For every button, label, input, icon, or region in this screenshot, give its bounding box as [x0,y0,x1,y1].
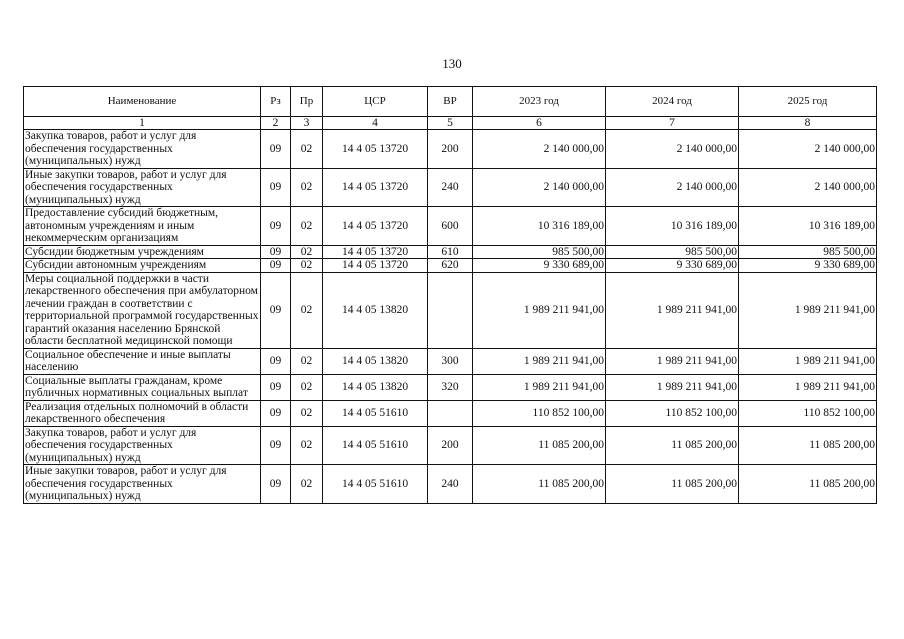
row-2024: 9 330 689,00 [606,259,739,273]
column-number: 1 [24,117,261,130]
row-csr: 14 4 05 13820 [323,272,428,348]
table-row [24,426,877,465]
row-rz: 09 [261,374,291,400]
row-csr: 14 4 05 13820 [323,348,428,374]
row-rz: 09 [261,400,291,426]
row-name: Субсидии автономным учреждениям [24,259,261,273]
row-pr: 02 [291,245,323,259]
row-csr: 14 4 05 51610 [323,400,428,426]
row-2024: 110 852 100,00 [606,400,739,426]
row-2024: 11 085 200,00 [606,465,739,504]
row-2023: 2 140 000,00 [473,130,606,169]
page-number: 130 [442,56,462,71]
table-row [24,272,877,348]
header-pr: Пр [291,87,323,117]
row-2025: 2 140 000,00 [739,130,877,169]
header-name: Наименование [24,87,261,117]
row-name: Закупка товаров, работ и услуг для обеспечения государственных (муниципальных) нужд [24,130,261,169]
row-2025: 1 989 211 941,00 [739,348,877,374]
row-pr: 02 [291,348,323,374]
row-vr: 200 [428,130,473,169]
row-vr: 620 [428,259,473,273]
row-2023: 2 140 000,00 [473,168,606,207]
column-number: 2 [261,117,291,130]
row-rz: 09 [261,245,291,259]
row-2025: 10 316 189,00 [739,207,877,246]
row-vr: 240 [428,168,473,207]
row-pr: 02 [291,168,323,207]
row-2025: 11 085 200,00 [739,426,877,465]
table-row [24,465,877,504]
row-pr: 02 [291,259,323,273]
row-2025: 110 852 100,00 [739,400,877,426]
row-2023: 1 989 211 941,00 [473,272,606,348]
row-vr: 600 [428,207,473,246]
column-number-row [24,117,877,130]
row-rz: 09 [261,130,291,169]
row-name: Реализация отдельных полномочий в области лекарственного обеспечения [24,400,261,426]
row-vr: 300 [428,348,473,374]
row-pr: 02 [291,272,323,348]
row-pr: 02 [291,426,323,465]
row-name: Иные закупки товаров, работ и услуг для обеспечения государственных (муниципальных) нужд [24,168,261,207]
row-pr: 02 [291,400,323,426]
row-vr: 200 [428,426,473,465]
row-2023: 1 989 211 941,00 [473,348,606,374]
row-vr: 240 [428,465,473,504]
column-number: 8 [739,117,877,130]
row-2025: 9 330 689,00 [739,259,877,273]
row-csr: 14 4 05 51610 [323,426,428,465]
row-rz: 09 [261,168,291,207]
row-pr: 02 [291,465,323,504]
row-2025: 2 140 000,00 [739,168,877,207]
row-csr: 14 4 05 13720 [323,168,428,207]
row-name: Меры социальной поддержки в части лекарственного обеспечения при амбулаторном лечении граждан в соответствии с территориальной программой государственных гарантий оказания населению Брянской области бесплатной медицинской помощи [25,272,259,347]
row-vr [428,400,473,426]
header-csr: ЦСР [323,87,428,117]
row-rz: 09 [261,348,291,374]
row-csr: 14 4 05 51610 [323,465,428,504]
row-vr: 320 [428,374,473,400]
column-number: 3 [291,117,323,130]
row-rz: 09 [261,465,291,504]
header-vr: ВР [428,87,473,117]
header-rz: Рз [261,87,291,117]
row-rz: 09 [261,272,291,348]
table-row [24,348,877,374]
column-number: 4 [323,117,428,130]
row-vr [428,272,473,348]
header-2024: 2024 год [606,87,739,117]
row-2024: 1 989 211 941,00 [606,272,739,348]
row-2023: 10 316 189,00 [473,207,606,246]
row-2023: 985 500,00 [473,245,606,259]
row-rz: 09 [261,207,291,246]
table-row [24,259,877,273]
header-row [24,87,877,117]
row-csr: 14 4 05 13820 [323,374,428,400]
row-csr: 14 4 05 13720 [323,130,428,169]
row-2023: 11 085 200,00 [473,426,606,465]
row-2023: 11 085 200,00 [473,465,606,504]
row-2024: 10 316 189,00 [606,207,739,246]
row-2024: 2 140 000,00 [606,130,739,169]
row-csr: 14 4 05 13720 [323,259,428,273]
row-2025: 1 989 211 941,00 [739,272,877,348]
row-pr: 02 [291,207,323,246]
row-2024: 2 140 000,00 [606,168,739,207]
column-number: 7 [606,117,739,130]
row-name: Иные закупки товаров, работ и услуг для обеспечения государственных (муниципальных) нужд [24,465,261,504]
row-2023: 9 330 689,00 [473,259,606,273]
row-rz: 09 [261,426,291,465]
row-name: Предоставление субсидий бюджетным, автономным учреждениям и иным некоммерческим организациям [24,207,261,246]
table-row [24,168,877,207]
table-row [24,207,877,246]
row-pr: 02 [291,130,323,169]
row-name: Социальные выплаты гражданам, кроме публичных нормативных социальных выплат [24,374,261,400]
column-number: 5 [428,117,473,130]
column-number: 6 [473,117,606,130]
row-rz: 09 [261,259,291,273]
row-csr: 14 4 05 13720 [323,245,428,259]
header-2025: 2025 год [739,87,877,117]
row-2023: 1 989 211 941,00 [473,374,606,400]
row-2025: 11 085 200,00 [739,465,877,504]
row-2024: 11 085 200,00 [606,426,739,465]
table-row [24,245,877,259]
row-csr: 14 4 05 13720 [323,207,428,246]
row-2024: 1 989 211 941,00 [606,374,739,400]
row-2024: 1 989 211 941,00 [606,348,739,374]
row-name: Субсидии бюджетным учреждениям [24,245,261,259]
row-2025: 985 500,00 [739,245,877,259]
table-row [24,130,877,169]
row-2023: 110 852 100,00 [473,400,606,426]
row-2025: 1 989 211 941,00 [739,374,877,400]
table-row [24,400,877,426]
row-vr: 610 [428,245,473,259]
table-row [24,374,877,400]
row-name: Социальное обеспечение и иные выплаты населению [24,348,261,374]
row-pr: 02 [291,374,323,400]
row-name: Закупка товаров, работ и услуг для обеспечения государственных (муниципальных) нужд [24,426,261,465]
row-2024: 985 500,00 [606,245,739,259]
header-2023: 2023 год [473,87,606,117]
budget-table [23,86,877,504]
